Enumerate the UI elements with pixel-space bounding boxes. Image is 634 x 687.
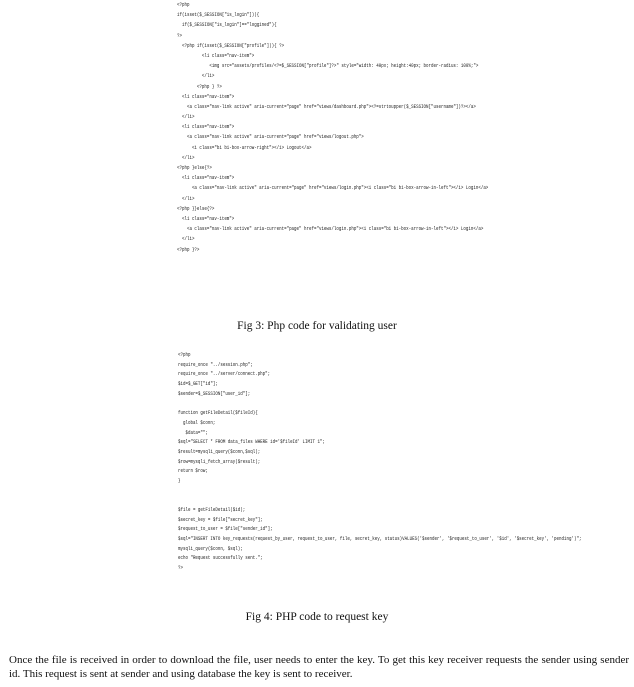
code-line: $request_to_user = $file["sender_id"]; — [178, 526, 273, 533]
code-line: ?> — [177, 32, 182, 39]
code-line: $sql="INSERT INTO key_requests(request_by_user, request_to_user, file, secret_key, status)VALUES('$sender', '$request_to_user', '$id', '$secret_key', 'pending')"; — [178, 536, 582, 543]
code-line: $result=mysqli_query($conn,$sql); — [178, 448, 261, 455]
code-line: </li> — [177, 154, 195, 161]
code-line: global $conn; — [178, 419, 216, 426]
code-line: <li class="nav-item"> — [177, 124, 235, 131]
code-line: require_once "../server/connect.php"; — [178, 371, 271, 378]
code-line: <a class="nav-link active" aria-current="page" href="views/login.php"><i class="bi bi-box-arrow-in-left"></i> Login</a> — [177, 185, 489, 192]
code-line: $secret_key = $file["secret_key"]; — [178, 516, 263, 523]
code-line: <a class="nav-link active" aria-current="page" href="views/dashboard.php"><?=strtoupper($_SESSION["username"])?></a> — [177, 103, 476, 110]
code-line: <li class="nav-item"> — [177, 52, 255, 59]
code-line: if($_SESSION["is_login"]=="loggined"){ — [177, 22, 277, 29]
figure-3-code-listing — [177, 3, 488, 258]
code-line: </li> — [177, 236, 195, 243]
code-line: <?php } ?> — [177, 83, 222, 90]
code-line: <?php — [178, 352, 191, 358]
figure-4-code-listing — [178, 353, 581, 576]
code-line: <li class="nav-item"> — [177, 175, 235, 182]
code-line: <li class="nav-item"> — [177, 215, 235, 222]
code-line: $sql="SELECT * FROM data_files WHERE id='$fileId' LIMIT 1"; — [178, 439, 325, 446]
code-line — [178, 489, 581, 499]
code-line: <li class="nav-item"> — [177, 93, 235, 100]
code-line: ?> — [178, 565, 183, 572]
figure-4-caption: Fig 4: PHP code to request key — [245, 611, 389, 623]
code-line: $file = getFileDetail($id); — [178, 507, 246, 513]
code-line: <?php }}else{?> — [177, 205, 215, 212]
code-line: mysqli_query($conn, $sql); — [178, 545, 243, 552]
code-line: </li> — [177, 195, 195, 202]
code-line: } — [178, 477, 181, 484]
code-line: <img src="assets/profiles/<?=$_SESSION["profile"]?>" style="width: 40px; height:40px; border-radius: 100%;"> — [177, 63, 479, 70]
code-line: <a class="nav-link active" aria-current="page" href="views/login.php"><i class="bi bi-box-arrow-in-left"></i> Login</a> — [177, 226, 484, 233]
code-line: <i class="bi bi-box-arrow-right"></i> Logout</a> — [177, 144, 312, 151]
code-line: <?php }?> — [177, 246, 200, 253]
figure-3-caption: Fig 3: Php code for validating user — [237, 320, 397, 332]
code-line: return $row; — [178, 468, 208, 475]
code-line: function getFileDetail($fileId){ — [178, 410, 258, 417]
code-line: </li> — [177, 73, 215, 80]
code-line: $sender=$_SESSION["user_id"]; — [178, 390, 251, 397]
code-line: $id=$_GET["id"]; — [178, 381, 218, 388]
code-line: echo "Request successfully sent."; — [178, 555, 263, 562]
code-line: require_once "../session.php"; — [178, 361, 253, 368]
code-line: $data=""; — [178, 429, 208, 436]
code-line: $row=mysqli_fetch_array($result); — [178, 458, 261, 465]
code-line: <?php — [177, 2, 190, 8]
code-line: </li> — [177, 114, 195, 121]
code-line: if(isset($_SESSION["is_login"])){ — [177, 12, 260, 19]
code-line: <?php if(isset($_SESSION["profile"])){ ?> — [177, 42, 285, 49]
body-paragraph: Once the file is received in order to download the file, user needs to enter the key. To get this key receiver requests the sender using sender id. This request is sent at sender and using database the key is sent to receiver. — [9, 654, 629, 680]
code-line: <a class="nav-link active" aria-current="page" href="views/logout.php"> — [177, 134, 364, 141]
code-line: <?php }else{?> — [177, 165, 212, 171]
